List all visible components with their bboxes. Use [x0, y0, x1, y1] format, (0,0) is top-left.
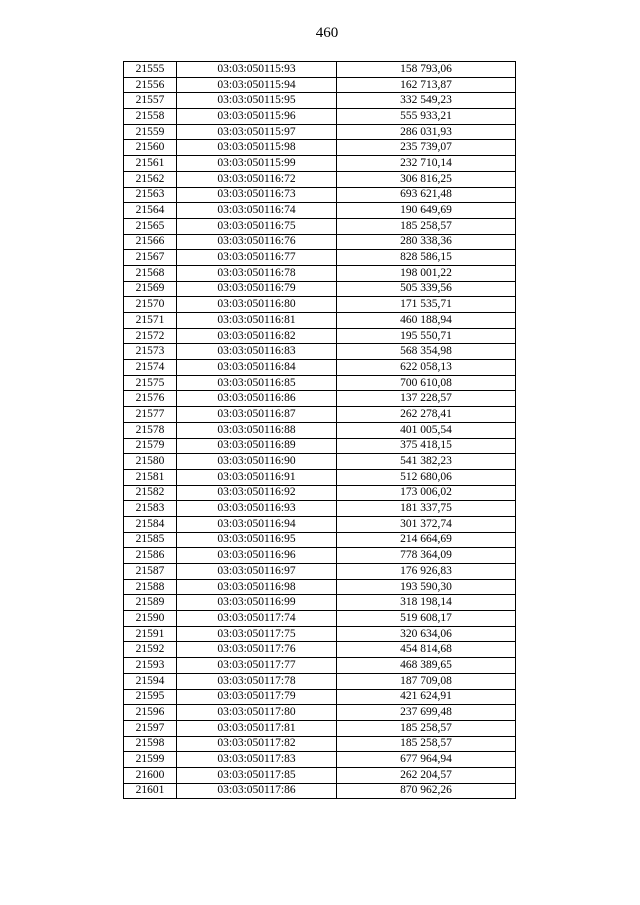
row-number-cell: 21572 [124, 328, 177, 344]
table-row [124, 297, 516, 313]
value-cell: 555 933,21 [337, 109, 516, 125]
cadastral-number-cell: 03:03:050116:83 [177, 344, 337, 360]
table-row [124, 344, 516, 360]
cadastral-number-cell: 03:03:050116:87 [177, 407, 337, 423]
value-cell: 332 549,23 [337, 93, 516, 109]
table-row [124, 171, 516, 187]
value-cell: 677 964,94 [337, 752, 516, 768]
cadastral-number-cell: 03:03:050116:92 [177, 485, 337, 501]
table-row [124, 218, 516, 234]
cadastral-number-cell: 03:03:050116:81 [177, 313, 337, 329]
value-cell: 214 664,69 [337, 532, 516, 548]
row-number-cell: 21582 [124, 485, 177, 501]
value-cell: 375 418,15 [337, 438, 516, 454]
row-number-cell: 21578 [124, 422, 177, 438]
row-number-cell: 21563 [124, 187, 177, 203]
value-cell: 505 339,56 [337, 281, 516, 297]
row-number-cell: 21583 [124, 501, 177, 517]
table-row [124, 658, 516, 674]
cadastral-number-cell: 03:03:050117:83 [177, 752, 337, 768]
row-number-cell: 21560 [124, 140, 177, 156]
value-cell: 519 608,17 [337, 611, 516, 627]
cadastral-number-cell: 03:03:050116:79 [177, 281, 337, 297]
cadastral-number-cell: 03:03:050116:77 [177, 250, 337, 266]
table-row [124, 767, 516, 783]
value-cell: 232 710,14 [337, 156, 516, 172]
cadastral-number-cell: 03:03:050116:96 [177, 548, 337, 564]
table-row [124, 532, 516, 548]
value-cell: 828 586,15 [337, 250, 516, 266]
table-row [124, 736, 516, 752]
value-cell: 568 354,98 [337, 344, 516, 360]
value-cell: 320 634,06 [337, 626, 516, 642]
value-cell: 237 699,48 [337, 705, 516, 721]
cadastral-number-cell: 03:03:050117:77 [177, 658, 337, 674]
cadastral-number-cell: 03:03:050116:76 [177, 234, 337, 250]
value-cell: 181 337,75 [337, 501, 516, 517]
value-cell: 286 031,93 [337, 124, 516, 140]
value-cell: 318 198,14 [337, 595, 516, 611]
value-cell: 541 382,23 [337, 454, 516, 470]
row-number-cell: 21576 [124, 391, 177, 407]
table-row [124, 438, 516, 454]
value-cell: 235 739,07 [337, 140, 516, 156]
row-number-cell: 21565 [124, 218, 177, 234]
cadastral-number-cell: 03:03:050117:79 [177, 689, 337, 705]
value-cell: 512 680,06 [337, 469, 516, 485]
row-number-cell: 21575 [124, 375, 177, 391]
cadastral-number-cell: 03:03:050117:78 [177, 673, 337, 689]
value-cell: 280 338,36 [337, 234, 516, 250]
value-cell: 262 278,41 [337, 407, 516, 423]
cadastral-number-cell: 03:03:050117:75 [177, 626, 337, 642]
cadastral-number-cell: 03:03:050116:89 [177, 438, 337, 454]
table-row [124, 407, 516, 423]
cadastral-number-cell: 03:03:050116:99 [177, 595, 337, 611]
row-number-cell: 21555 [124, 62, 177, 78]
row-number-cell: 21601 [124, 783, 177, 799]
value-cell: 187 709,08 [337, 673, 516, 689]
cadastral-number-cell: 03:03:050117:76 [177, 642, 337, 658]
cadastral-number-cell: 03:03:050116:88 [177, 422, 337, 438]
row-number-cell: 21589 [124, 595, 177, 611]
cadastral-number-cell: 03:03:050116:97 [177, 564, 337, 580]
table-row [124, 720, 516, 736]
cadastral-number-cell: 03:03:050115:99 [177, 156, 337, 172]
cadastral-number-cell: 03:03:050116:91 [177, 469, 337, 485]
row-number-cell: 21577 [124, 407, 177, 423]
table-row [124, 783, 516, 799]
row-number-cell: 21593 [124, 658, 177, 674]
value-cell: 190 649,69 [337, 203, 516, 219]
table-row [124, 642, 516, 658]
value-cell: 306 816,25 [337, 171, 516, 187]
row-number-cell: 21574 [124, 360, 177, 376]
table-row [124, 313, 516, 329]
row-number-cell: 21594 [124, 673, 177, 689]
value-cell: 870 962,26 [337, 783, 516, 799]
row-number-cell: 21584 [124, 516, 177, 532]
cadastral-number-cell: 03:03:050115:97 [177, 124, 337, 140]
row-number-cell: 21558 [124, 109, 177, 125]
value-cell: 401 005,54 [337, 422, 516, 438]
table-row [124, 124, 516, 140]
table-row [124, 705, 516, 721]
value-cell: 195 550,71 [337, 328, 516, 344]
table-row [124, 77, 516, 93]
table-row [124, 62, 516, 78]
row-number-cell: 21566 [124, 234, 177, 250]
table-row [124, 673, 516, 689]
table-row [124, 265, 516, 281]
row-number-cell: 21596 [124, 705, 177, 721]
cadastral-number-cell: 03:03:050116:93 [177, 501, 337, 517]
row-number-cell: 21559 [124, 124, 177, 140]
cadastral-number-cell: 03:03:050116:78 [177, 265, 337, 281]
table-row [124, 454, 516, 470]
row-number-cell: 21568 [124, 265, 177, 281]
cadastral-number-cell: 03:03:050116:86 [177, 391, 337, 407]
value-cell: 778 364,09 [337, 548, 516, 564]
row-number-cell: 21581 [124, 469, 177, 485]
row-number-cell: 21600 [124, 767, 177, 783]
table-row [124, 501, 516, 517]
cadastral-number-cell: 03:03:050116:82 [177, 328, 337, 344]
table-row [124, 187, 516, 203]
cadastral-value-table [123, 61, 516, 799]
row-number-cell: 21579 [124, 438, 177, 454]
cadastral-number-cell: 03:03:050115:98 [177, 140, 337, 156]
row-number-cell: 21570 [124, 297, 177, 313]
row-number-cell: 21598 [124, 736, 177, 752]
table-row [124, 156, 516, 172]
table-row [124, 93, 516, 109]
row-number-cell: 21587 [124, 564, 177, 580]
value-cell: 158 793,06 [337, 62, 516, 78]
cadastral-number-cell: 03:03:050116:72 [177, 171, 337, 187]
cadastral-number-cell: 03:03:050116:73 [177, 187, 337, 203]
cadastral-number-cell: 03:03:050116:85 [177, 375, 337, 391]
row-number-cell: 21599 [124, 752, 177, 768]
row-number-cell: 21588 [124, 579, 177, 595]
cadastral-number-cell: 03:03:050117:80 [177, 705, 337, 721]
value-cell: 700 610,08 [337, 375, 516, 391]
row-number-cell: 21567 [124, 250, 177, 266]
value-cell: 198 001,22 [337, 265, 516, 281]
cadastral-number-cell: 03:03:050115:94 [177, 77, 337, 93]
row-number-cell: 21595 [124, 689, 177, 705]
value-cell: 262 204,57 [337, 767, 516, 783]
value-cell: 171 535,71 [337, 297, 516, 313]
cadastral-number-cell: 03:03:050116:94 [177, 516, 337, 532]
value-cell: 173 006,02 [337, 485, 516, 501]
cadastral-number-cell: 03:03:050116:74 [177, 203, 337, 219]
table-row [124, 752, 516, 768]
cadastral-number-cell: 03:03:050116:98 [177, 579, 337, 595]
table-row [124, 626, 516, 642]
row-number-cell: 21591 [124, 626, 177, 642]
row-number-cell: 21569 [124, 281, 177, 297]
cadastral-number-cell: 03:03:050115:96 [177, 109, 337, 125]
table-row [124, 595, 516, 611]
cadastral-number-cell: 03:03:050116:84 [177, 360, 337, 376]
table-row [124, 281, 516, 297]
table-row [124, 140, 516, 156]
value-cell: 454 814,68 [337, 642, 516, 658]
cadastral-number-cell: 03:03:050117:81 [177, 720, 337, 736]
cadastral-number-cell: 03:03:050117:74 [177, 611, 337, 627]
table-row [124, 203, 516, 219]
table-row [124, 611, 516, 627]
value-cell: 176 926,83 [337, 564, 516, 580]
value-cell: 460 188,94 [337, 313, 516, 329]
row-number-cell: 21561 [124, 156, 177, 172]
row-number-cell: 21597 [124, 720, 177, 736]
cadastral-number-cell: 03:03:050115:93 [177, 62, 337, 78]
value-cell: 185 258,57 [337, 218, 516, 234]
row-number-cell: 21556 [124, 77, 177, 93]
table-body [124, 62, 516, 799]
value-cell: 185 258,57 [337, 720, 516, 736]
table-row [124, 422, 516, 438]
value-cell: 693 621,48 [337, 187, 516, 203]
table-row [124, 375, 516, 391]
row-number-cell: 21590 [124, 611, 177, 627]
row-number-cell: 21562 [124, 171, 177, 187]
row-number-cell: 21571 [124, 313, 177, 329]
value-cell: 193 590,30 [337, 579, 516, 595]
table-row [124, 516, 516, 532]
row-number-cell: 21557 [124, 93, 177, 109]
table-row [124, 689, 516, 705]
cadastral-number-cell: 03:03:050117:86 [177, 783, 337, 799]
table-row [124, 391, 516, 407]
table-row [124, 485, 516, 501]
table-row [124, 469, 516, 485]
table-row [124, 234, 516, 250]
table-row [124, 548, 516, 564]
cadastral-number-cell: 03:03:050117:85 [177, 767, 337, 783]
value-cell: 622 058,13 [337, 360, 516, 376]
value-cell: 421 624,91 [337, 689, 516, 705]
table-row [124, 579, 516, 595]
table-row [124, 328, 516, 344]
table-row [124, 109, 516, 125]
cadastral-number-cell: 03:03:050116:75 [177, 218, 337, 234]
row-number-cell: 21580 [124, 454, 177, 470]
cadastral-number-cell: 03:03:050116:80 [177, 297, 337, 313]
row-number-cell: 21592 [124, 642, 177, 658]
table-row [124, 360, 516, 376]
value-cell: 162 713,87 [337, 77, 516, 93]
cadastral-number-cell: 03:03:050115:95 [177, 93, 337, 109]
table-row [124, 564, 516, 580]
cadastral-number-cell: 03:03:050117:82 [177, 736, 337, 752]
row-number-cell: 21564 [124, 203, 177, 219]
table-row [124, 250, 516, 266]
page-number: 460 [315, 25, 339, 41]
value-cell: 301 372,74 [337, 516, 516, 532]
cadastral-number-cell: 03:03:050116:95 [177, 532, 337, 548]
row-number-cell: 21586 [124, 548, 177, 564]
cadastral-number-cell: 03:03:050116:90 [177, 454, 337, 470]
value-cell: 185 258,57 [337, 736, 516, 752]
row-number-cell: 21573 [124, 344, 177, 360]
value-cell: 137 228,57 [337, 391, 516, 407]
row-number-cell: 21585 [124, 532, 177, 548]
value-cell: 468 389,65 [337, 658, 516, 674]
